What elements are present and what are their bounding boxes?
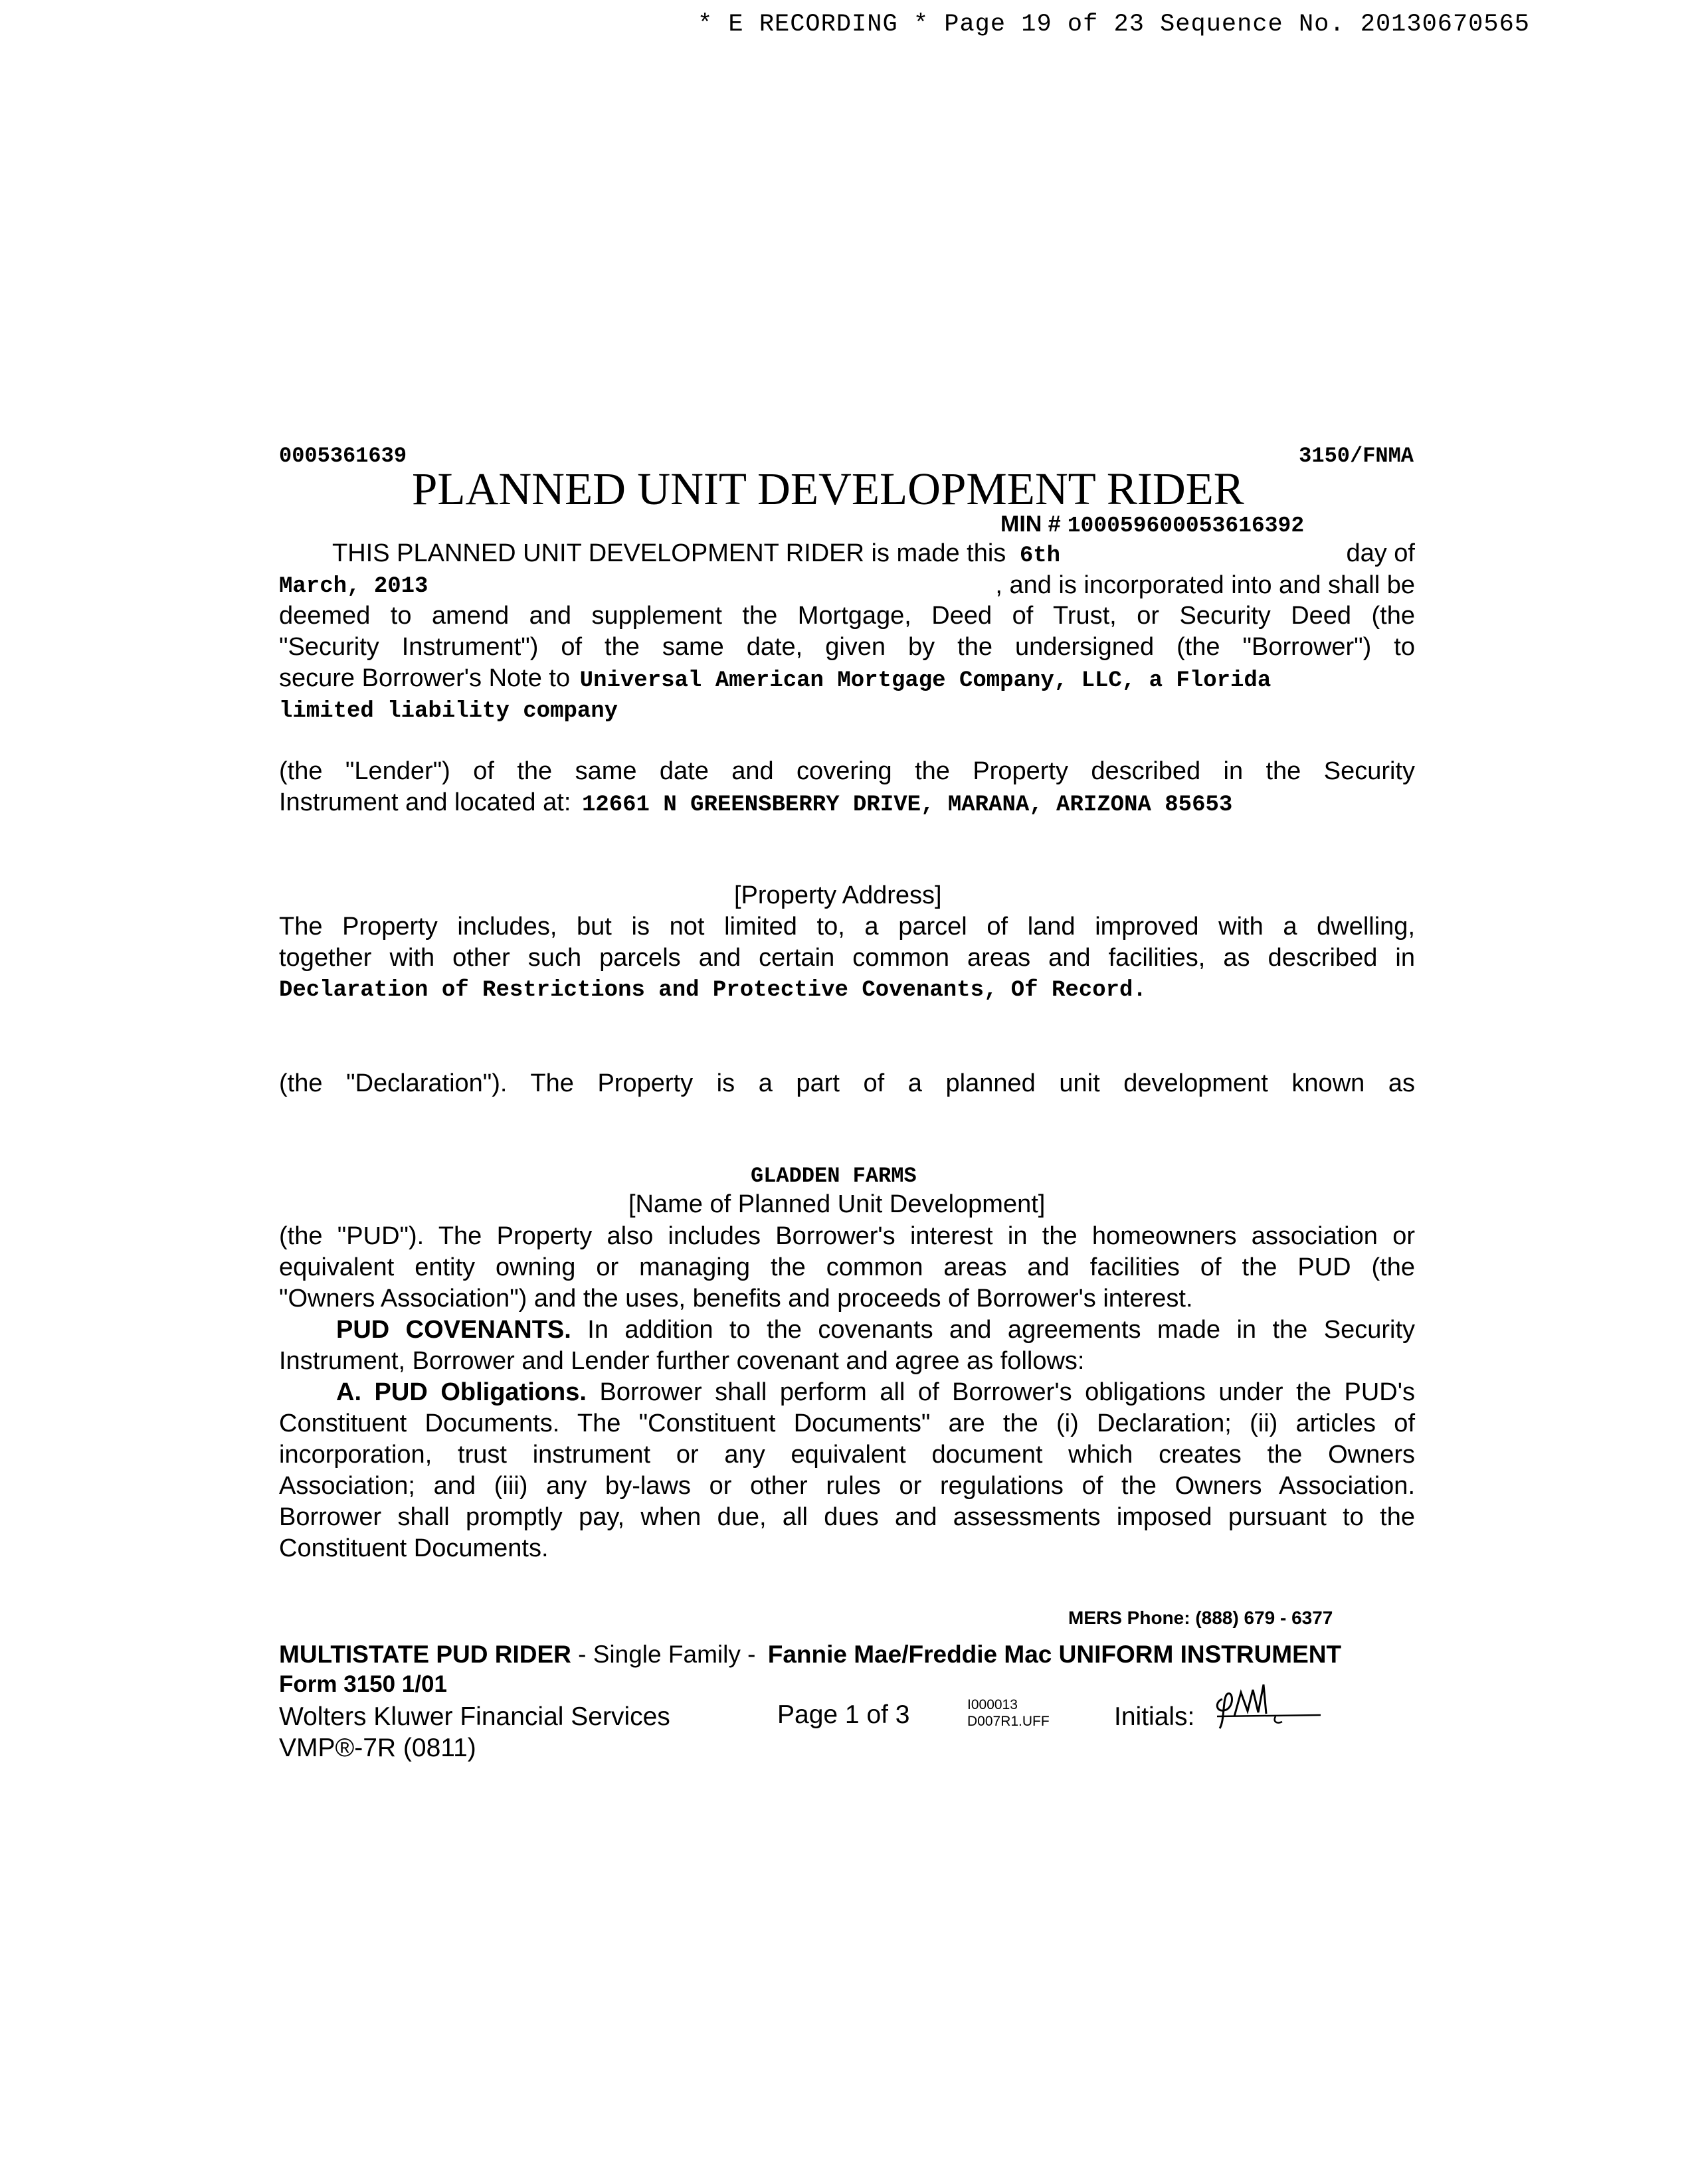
section-a-line-4: Association; and (iii) any by-laws or other rules or regulations of the Owners Association. — [279, 1472, 1415, 1500]
pud-line-3: "Owners Association") and the uses, benefits and proceeds of Borrower's interest. — [279, 1285, 1193, 1313]
pud-name-label: [Name of Planned Unit Development] — [628, 1190, 1046, 1218]
section-a-line-1 — [336, 1377, 1415, 1408]
intro-line-3: deemed to amend and supplement the Mortgage, Deed of Trust, or Security Deed (the — [279, 602, 1415, 630]
footer-rider-line — [279, 1641, 1341, 1669]
min-number: 100059600053616392 — [1067, 513, 1305, 538]
intro-day-of: day of — [1346, 539, 1415, 567]
min-line — [1000, 511, 1304, 538]
min-label: MIN # — [1000, 511, 1061, 537]
covenants-heading: PUD COVENANTS. — [336, 1316, 571, 1344]
footer-code-1: I000013 — [967, 1697, 1018, 1712]
footer-multistate: MULTISTATE PUD RIDER — [279, 1641, 571, 1668]
covenants-text: In addition to the covenants and agreements made in the Security — [587, 1316, 1416, 1344]
footer-vmp: VMP®-7R (0811) — [279, 1734, 476, 1762]
footer-page: Page 1 of 3 — [777, 1700, 910, 1729]
date-value: March, 2013 — [279, 574, 428, 599]
section-a-line-3: incorporation, trust instrument or any equivalent document which creates the Owners — [279, 1441, 1415, 1469]
loan-number: 0005361639 — [279, 444, 407, 468]
footer-uniform: Fannie Mae/Freddie Mac UNIFORM INSTRUMENT — [767, 1641, 1342, 1668]
footer-form: Form 3150 1/01 — [279, 1671, 447, 1697]
footer-publisher: Wolters Kluwer Financial Services — [279, 1702, 670, 1731]
recording-header: * E RECORDING * Page 19 of 23 Sequence No. 20130670565 — [698, 11, 1530, 39]
mers-phone: MERS Phone: (888) 679 - 6377 — [1068, 1607, 1333, 1628]
intro-line-1 — [332, 538, 1060, 572]
section-a-line-6: Constituent Documents. — [279, 1534, 549, 1562]
footer-code-2: D007R1.UFF — [967, 1714, 1050, 1729]
section-a-heading: A. PUD Obligations. — [336, 1378, 587, 1406]
covenants-line-2: Instrument, Borrower and Lender further covenant and agree as follows: — [279, 1347, 1085, 1375]
form-code: 3150/FNMA — [1299, 444, 1414, 468]
location-text: Instrument and located at: — [279, 788, 571, 816]
property-address: 12661 N GREENSBERRY DRIVE, MARANA, ARIZONA 85653 — [581, 792, 1233, 818]
lender-name-continued: limited liability company — [279, 699, 618, 724]
intro-text-1: THIS PLANNED UNIT DEVELOPMENT RIDER is made this — [332, 539, 1006, 567]
property-address-label: [Property Address] — [734, 881, 942, 909]
declaration-line: (the "Declaration"). The Property is a part of a planned unit development known as — [279, 1069, 1415, 1097]
intro-line-4: "Security Instrument") of the same date, given by the undersigned (the "Borrower") to — [279, 633, 1415, 661]
intro-text-3: , and is incorporated into and shall be — [995, 571, 1415, 599]
lender-name: Universal American Mortgage Company, LLC, a Florida — [579, 668, 1271, 693]
pud-line-2: equivalent entity owning or managing the common areas and facilities of the PUD (the — [279, 1253, 1415, 1281]
footer-single-family: - Single Family - — [578, 1641, 756, 1668]
day-value: 6th — [1019, 543, 1061, 569]
pud-line-1: (the "PUD"). The Property also includes Borrower's interest in the homeowners association or — [279, 1222, 1415, 1250]
lender-line-1: (the "Lender") of the same date and covering the Property described in the Security — [279, 757, 1415, 785]
lender-line-2 — [279, 787, 1232, 821]
initials-label: Initials: — [1114, 1702, 1195, 1731]
declaration-name: Declaration of Restrictions and Protective Covenants, Of Record. — [279, 978, 1147, 1003]
covenants-line-1 — [336, 1315, 1415, 1346]
page-title: PLANNED UNIT DEVELOPMENT RIDER — [412, 464, 1244, 514]
property-line-1: The Property includes, but is not limited to, a parcel of land improved with a dwelling, — [279, 913, 1415, 941]
property-line-2: together with other such parcels and certain common areas and facilities, as described in — [279, 944, 1415, 972]
initials-signature — [1208, 1679, 1327, 1732]
intro-line-5 — [279, 663, 1271, 697]
section-a-line-2: Constituent Documents. The "Constituent Documents" are the (i) Declaration; (ii) articles of — [279, 1410, 1415, 1437]
section-a-text: Borrower shall perform all of Borrower's obligations under the PUD's — [599, 1378, 1415, 1406]
pud-name: GLADDEN FARMS — [751, 1164, 917, 1188]
intro-note-text: secure Borrower's Note to — [279, 664, 571, 692]
section-a-line-5: Borrower shall promptly pay, when due, all dues and assessments imposed pursuant to the — [279, 1503, 1415, 1531]
